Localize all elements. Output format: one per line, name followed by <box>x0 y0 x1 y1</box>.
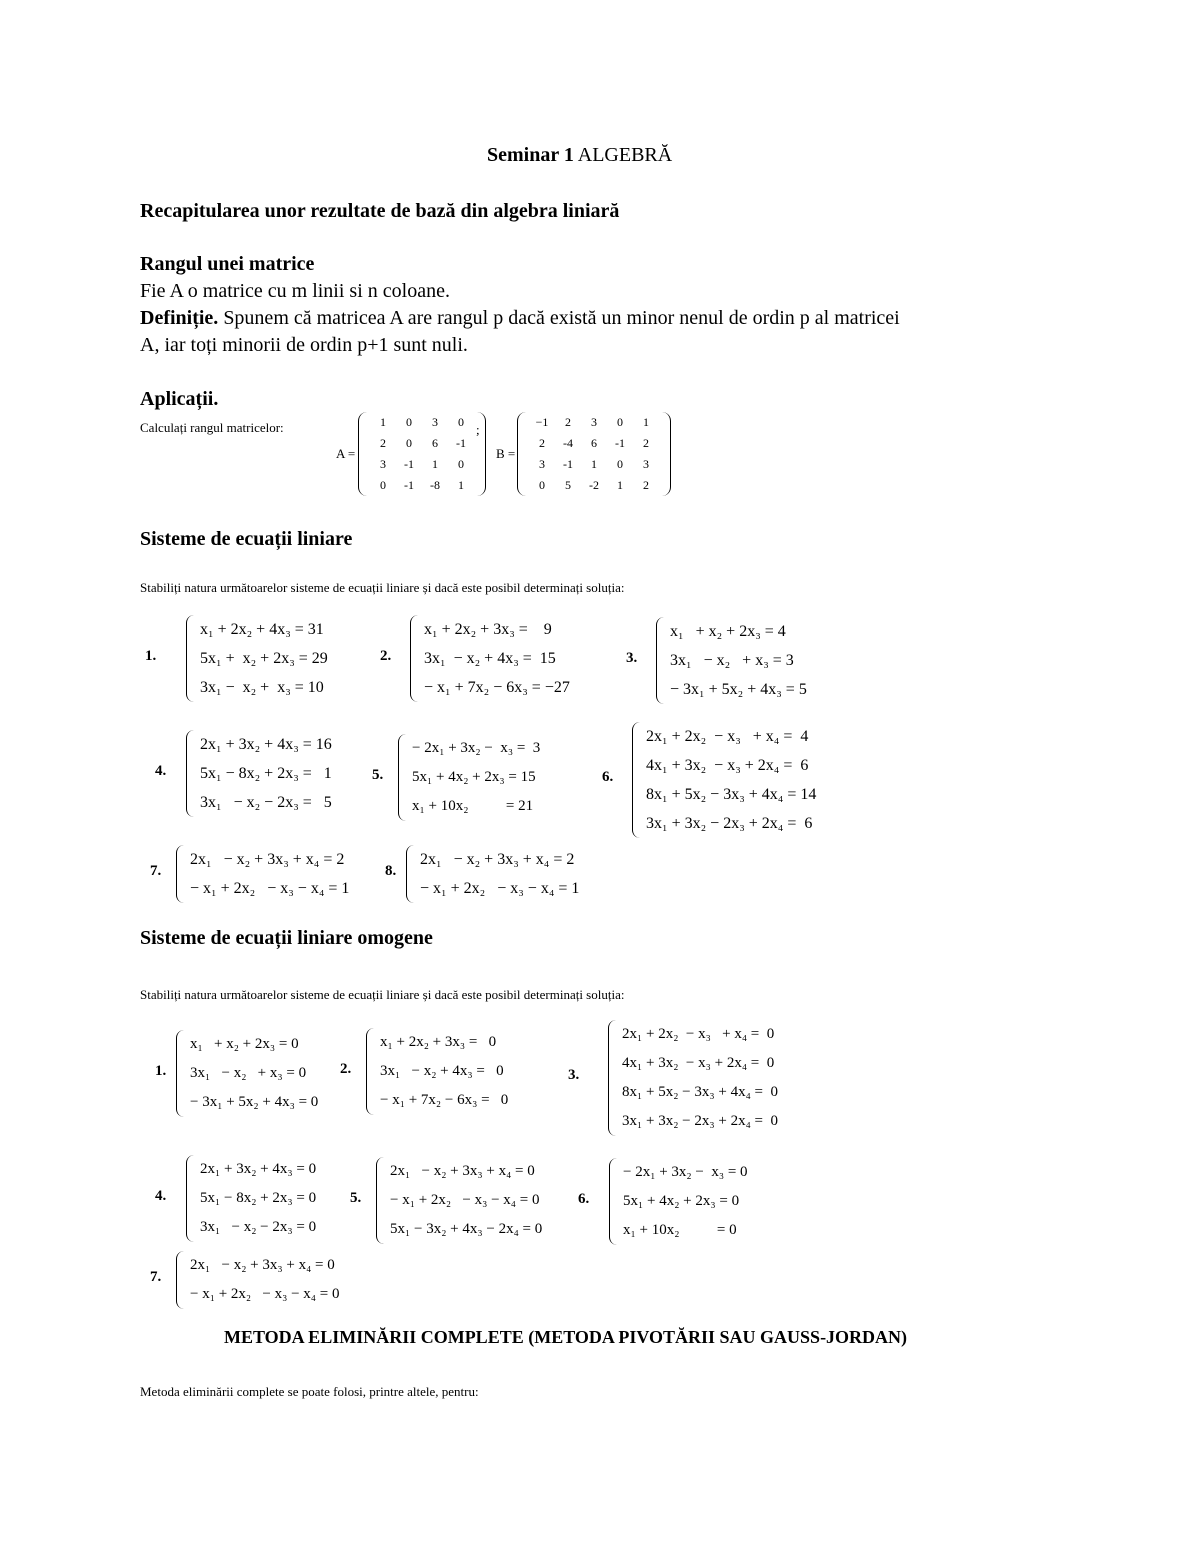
equation-row: 3x₁ − x₂ − 2x₃ = 0 <box>200 1219 317 1235</box>
brace <box>186 730 197 817</box>
brace <box>376 1157 387 1244</box>
homogeneous-system-number: 3. <box>568 1067 580 1083</box>
linear-system <box>656 617 807 704</box>
matrix-a <box>358 412 486 496</box>
equation-row: 8x₁ + 5x₂ − 3x₃ + 4x₄ = 14 <box>646 786 817 803</box>
matrix-cell: 6 <box>432 436 438 450</box>
brace <box>410 615 421 702</box>
matrix-cell: 2 <box>565 415 571 429</box>
title-rest: ALGEBRĂ <box>573 144 673 166</box>
matrix-separator: ; <box>476 422 480 437</box>
matrix-cell: -8 <box>430 478 440 492</box>
linear-heading: Sisteme de ecuații liniare <box>140 528 353 550</box>
equation-row: 5x₁ + x₂ + 2x₃ = 29 <box>200 650 328 667</box>
linear-system-number: 2. <box>380 647 392 664</box>
page-title <box>487 144 672 167</box>
equation-row: 2x₁ + 2x₂ − x₃ + x₄ = 4 <box>646 728 809 745</box>
matrix-a-label: A = <box>336 446 356 461</box>
brace <box>176 1030 187 1117</box>
linear-system-number: 8. <box>385 863 397 879</box>
linear-system-number: 5. <box>372 766 384 783</box>
equation-row: − 3x₁ + 5x₂ + 4x₃ = 5 <box>670 681 807 698</box>
homogeneous-system-number: 4. <box>155 1187 167 1204</box>
applications-heading: Aplicații. <box>140 388 219 410</box>
matrix-cell: 0 <box>380 478 386 492</box>
equation-row: 8x₁ + 5x₂ − 3x₃ + 4x₄ = 0 <box>622 1084 779 1100</box>
matrix-cell: 0 <box>406 415 412 429</box>
equation-row: 5x₁ + 4x₂ + 2x₃ = 15 <box>412 769 536 785</box>
equation-row: 3x₁ − x₂ + x₃ = 3 <box>670 652 794 669</box>
homogeneous-system-number: 2. <box>340 1060 352 1077</box>
matrix-cell: 1 <box>591 457 597 471</box>
equation-row: 2x₁ − x₂ + 3x₃ + x₄ = 0 <box>390 1163 535 1179</box>
linear-system-number: 3. <box>626 649 638 666</box>
equation-row: − x₁ + 2x₂ − x₃ − x₄ = 0 <box>190 1286 340 1302</box>
homogeneous-system-number: 1. <box>155 1062 167 1079</box>
equation-row: x₁ + x₂ + 2x₃ = 0 <box>190 1036 299 1052</box>
equation-row: 2x₁ − x₂ + 3x₃ + x₄ = 2 <box>190 851 345 868</box>
equation-row: 3x₁ − x₂ + x₃ = 10 <box>200 679 324 696</box>
rank-heading: Rangul unei matrice <box>140 253 315 275</box>
matrix-b <box>517 412 671 496</box>
linear-system <box>632 722 816 838</box>
linear-system-number: 4. <box>155 762 167 779</box>
homogeneous-system-number: 6. <box>578 1190 590 1207</box>
matrix-cell: 2 <box>539 436 545 450</box>
brace <box>632 722 643 838</box>
equation-row: x₁ + 10x₂ = 21 <box>412 798 534 814</box>
rank-definition-cont: A, iar toți minorii de ordin p+1 sunt nuli. <box>140 334 468 356</box>
equation-row: x₁ + 2x₂ + 3x₃ = 0 <box>380 1034 497 1050</box>
matrix-cell: 2 <box>380 436 386 450</box>
equation-row: x₁ + x₂ + 2x₃ = 4 <box>670 623 786 640</box>
linear-system <box>410 615 570 702</box>
homogeneous-heading: Sisteme de ecuații liniare omogene <box>140 927 433 949</box>
linear-system-number: 1. <box>145 647 157 664</box>
equation-row: 3x₁ − x₂ + x₃ = 0 <box>190 1065 307 1081</box>
linear-system-number: 7. <box>150 863 162 879</box>
equation-row: − 2x₁ + 3x₂ − x₃ = 0 <box>623 1164 748 1180</box>
equation-row: 4x₁ + 3x₂ − x₃ + 2x₄ = 0 <box>622 1055 775 1071</box>
equation-row: 3x₁ + 3x₂ − 2x₃ + 2x₄ = 0 <box>622 1113 779 1129</box>
linear-system <box>398 734 540 821</box>
equation-row: 5x₁ + 4x₂ + 2x₃ = 0 <box>623 1193 740 1209</box>
equation-row: 3x₁ − x₂ + 4x₃ = 0 <box>380 1063 504 1079</box>
matrix-b-label: B = <box>496 446 516 461</box>
matrix-cell: 3 <box>591 415 597 429</box>
brace <box>366 1028 377 1115</box>
matrix-cell: 3 <box>539 457 545 471</box>
rank-definition <box>140 307 900 330</box>
brace <box>406 845 417 903</box>
equation-row: 5x₁ − 3x₂ + 4x₃ − 2x₄ = 0 <box>390 1221 543 1237</box>
equation-row: − x₁ + 2x₂ − x₃ − x₄ = 0 <box>390 1192 540 1208</box>
matrix-cell: -2 <box>589 478 599 492</box>
linear-system <box>176 845 349 903</box>
equation-row: − 3x₁ + 5x₂ + 4x₃ = 0 <box>190 1094 319 1110</box>
definition-text: Spunem că matricea A are rangul p dacă există un minor nenul de ordin p al matricei <box>218 307 900 329</box>
brace <box>609 1158 620 1245</box>
matrix-cell: -1 <box>404 478 414 492</box>
homogeneous-system <box>176 1030 318 1117</box>
brace <box>398 734 409 821</box>
homogeneous-system <box>608 1020 778 1136</box>
method-text: Metoda eliminării complete se poate folosi, printre altele, pentru: <box>140 1384 479 1399</box>
matrix-cell: 2 <box>643 436 649 450</box>
equation-row: − 2x₁ + 3x₂ − x₃ = 3 <box>412 740 541 756</box>
matrix-cell: 1 <box>432 457 438 471</box>
matrix-cell: 3 <box>380 457 386 471</box>
brace <box>186 615 197 702</box>
homogeneous-system-number: 5. <box>350 1189 362 1206</box>
equation-row: x₁ + 10x₂ = 0 <box>623 1222 737 1238</box>
equation-row: 4x₁ + 3x₂ − x₃ + 2x₄ = 6 <box>646 757 809 774</box>
matrix-cell: -4 <box>563 436 573 450</box>
matrix-cell: 5 <box>565 478 571 492</box>
matrix-cell: −1 <box>535 415 549 429</box>
equation-row: 2x₁ − x₂ + 3x₃ + x₄ = 2 <box>420 851 575 868</box>
subtitle: Recapitularea unor rezultate de bază din algebra liniară <box>140 200 620 222</box>
brace <box>608 1020 619 1136</box>
linear-system <box>186 730 332 817</box>
applications-prompt: Calculați rangul matricelor: <box>140 420 284 435</box>
linear-system <box>186 615 328 702</box>
equation-row: − x₁ + 2x₂ − x₃ − x₄ = 1 <box>190 880 350 897</box>
equation-row: 3x₁ + 3x₂ − 2x₃ + 2x₄ = 6 <box>646 815 813 832</box>
brace <box>186 1155 197 1242</box>
linear-system-number: 6. <box>602 769 614 785</box>
matrix-cell: -1 <box>456 436 466 450</box>
title-bold: Seminar 1 <box>487 144 574 166</box>
equation-row: 2x₁ − x₂ + 3x₃ + x₄ = 0 <box>190 1257 335 1273</box>
equation-row: − x₁ + 2x₂ − x₃ − x₄ = 1 <box>420 880 580 897</box>
equation-row: 3x₁ − x₂ − 2x₃ = 5 <box>200 794 332 811</box>
linear-system <box>406 845 579 903</box>
matrix-cell: 6 <box>591 436 597 450</box>
equation-row: 2x₁ + 2x₂ − x₃ + x₄ = 0 <box>622 1026 775 1042</box>
brace <box>176 845 187 903</box>
matrix-cell: 0 <box>617 457 623 471</box>
matrix-cell: -1 <box>563 457 573 471</box>
equation-row: − x₁ + 7x₂ − 6x₃ = 0 <box>380 1092 509 1108</box>
equation-row: − x₁ + 7x₂ − 6x₃ = −27 <box>424 679 570 696</box>
homogeneous-prompt: Stabiliți natura următoarelor sisteme de ecuații liniare și dacă este posibil determinați soluția: <box>140 987 625 1002</box>
matrix-cell: -1 <box>404 457 414 471</box>
brace <box>176 1251 187 1309</box>
equation-row: x₁ + 2x₂ + 4x₃ = 31 <box>200 621 324 638</box>
homogeneous-system <box>376 1157 542 1244</box>
brace <box>656 617 667 704</box>
matrix-cell: 3 <box>643 457 649 471</box>
homogeneous-system <box>366 1028 508 1115</box>
homogeneous-system <box>186 1155 316 1242</box>
linear-prompt: Stabiliți natura următoarelor sisteme de ecuații liniare și dacă este posibil determinați soluția: <box>140 580 625 595</box>
matrix-cell: 0 <box>539 478 545 492</box>
matrix-cell: 3 <box>432 415 438 429</box>
equation-row: 2x₁ + 3x₂ + 4x₃ = 0 <box>200 1161 317 1177</box>
matrix-cell: 0 <box>617 415 623 429</box>
equation-row: 5x₁ − 8x₂ + 2x₃ = 0 <box>200 1190 317 1206</box>
homogeneous-system <box>609 1158 748 1245</box>
matrix-cell: 1 <box>380 415 386 429</box>
method-heading: METODA ELIMINĂRII COMPLETE (METODA PIVOTĂRII SAU GAUSS-JORDAN) <box>224 1327 908 1347</box>
matrix-cell: -1 <box>615 436 625 450</box>
matrix-cell: 1 <box>458 478 464 492</box>
rank-line1: Fie A o matrice cu m linii si n coloane. <box>140 280 450 302</box>
matrix-cell: 1 <box>643 415 649 429</box>
matrix-cell: 2 <box>643 478 649 492</box>
matrix-cell: 0 <box>458 415 464 429</box>
homogeneous-system-number: 7. <box>150 1269 162 1285</box>
matrix-cell: 1 <box>617 478 623 492</box>
equation-row: 2x₁ + 3x₂ + 4x₃ = 16 <box>200 736 332 753</box>
matrix-cell: 0 <box>406 436 412 450</box>
equation-row: x₁ + 2x₂ + 3x₃ = 9 <box>424 621 552 638</box>
homogeneous-system <box>176 1251 339 1309</box>
equation-row: 5x₁ − 8x₂ + 2x₃ = 1 <box>200 765 332 782</box>
definition-label: Definiție. <box>140 307 219 329</box>
equation-row: 3x₁ − x₂ + 4x₃ = 15 <box>424 650 556 667</box>
matrix-cell: 0 <box>458 457 464 471</box>
